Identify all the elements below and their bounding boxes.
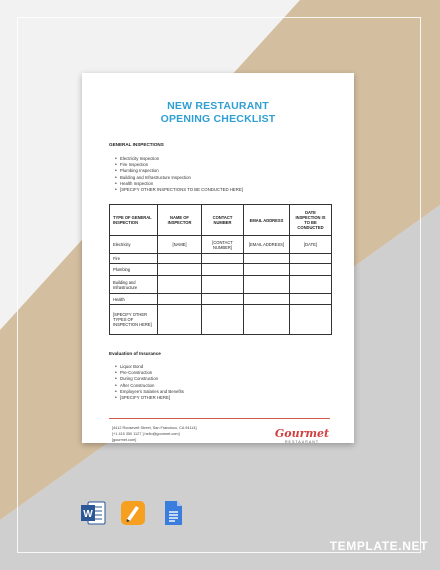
table-cell [202,264,244,276]
table-row [110,294,332,305]
list-item: • Pre-Construction [115,370,184,376]
table-cell: [CONTACT NUMBER] [202,236,244,254]
table-cell [158,264,202,276]
document-title [82,100,354,126]
google-docs-icon[interactable] [160,500,186,526]
table-row [110,236,332,254]
list-item: • Employee's Salaries and Benefits [115,389,184,395]
col-header-date: DATE INSPECTION IS TO BE CONDUCTED [290,205,332,236]
table-cell: Plumbing [110,264,158,276]
table-cell [290,294,332,305]
section-heading-general-inspections: GENERAL INSPECTIONS [109,142,164,147]
table-cell [244,294,290,305]
list-item: • [SPECIFY OTHER INSPECTIONS TO BE CONDUCTED HERE] [115,187,243,193]
title-line-1: NEW RESTAURANT [167,100,269,112]
footer-phone-email: [+1 415 350 1127 ] hello@gourmet.com] [112,432,180,436]
table-cell [202,294,244,305]
table-cell [202,305,244,335]
list-item: • Plumbing Inspection [115,168,243,174]
table-row [110,264,332,276]
table-cell [290,305,332,335]
list-item: • Electricity Inspection [115,156,243,162]
title-line-2: OPENING CHECKLIST [160,113,276,125]
table-row [110,276,332,294]
list-item: • Liquor Bond [115,364,184,370]
table-cell [202,276,244,294]
table-cell [244,264,290,276]
insurance-list [115,364,184,401]
footer-address: [4412 Roosevelt Street, San Francisco, CA 94114] [112,426,197,430]
table-cell: Electricity [110,236,158,254]
table-cell: [NAME] [158,236,202,254]
footer-contact [112,425,197,443]
table-row [110,254,332,264]
table-cell: Health [110,294,158,305]
section-heading-evaluation-insurance: Evaluation of Insurance [109,351,161,356]
table-cell [244,305,290,335]
table-cell [244,254,290,264]
table-row [110,305,332,335]
footer-website: [gourmet.com] [112,438,137,442]
col-header-contact: CONTACT NUMBER [202,205,244,236]
list-item: • Health Inspection [115,181,243,187]
col-header-email: EMAIL ADDRESS [244,205,290,236]
table-cell [290,264,332,276]
table-cell [290,276,332,294]
list-item: • [SPECIFY OTHER HERE] [115,395,184,401]
brand-tagline: RESTAURANT [284,440,320,444]
list-item: • Building and Infrastructure Inspection [115,175,243,181]
table-cell: Fire [110,254,158,264]
table-cell [158,294,202,305]
table-cell [202,254,244,264]
watermark: TEMPLATE.NET [329,539,428,553]
table-cell [290,254,332,264]
brand-name: Gourmet [274,427,330,440]
document-page [82,73,354,443]
brand-logo [274,428,330,444]
pages-icon[interactable] [120,500,146,526]
word-icon[interactable] [80,500,106,526]
table-cell: [SPECIFY OTHER TYPES OF INSPECTION HERE] [110,305,158,335]
table-cell: [EMAIL ADDRESS] [244,236,290,254]
general-inspections-list [115,156,243,193]
table-cell [244,276,290,294]
table-cell: Building and Infrastructure [110,276,158,294]
table-cell [158,254,202,264]
list-item: • Fire Inspection [115,162,243,168]
table-header-row [110,205,332,236]
col-header-type: TYPE OF GENERAL INSPECTION [110,205,158,236]
table-cell: [DATE] [290,236,332,254]
table-cell [158,305,202,335]
footer-divider [109,418,330,419]
list-item: • During Construction [115,376,184,382]
word-icon-letter: W [83,509,93,520]
table-cell [158,276,202,294]
inspection-table [109,204,332,335]
list-item: • After Construction [115,383,184,389]
col-header-inspector: NAME OF INSPECTOR [158,205,202,236]
